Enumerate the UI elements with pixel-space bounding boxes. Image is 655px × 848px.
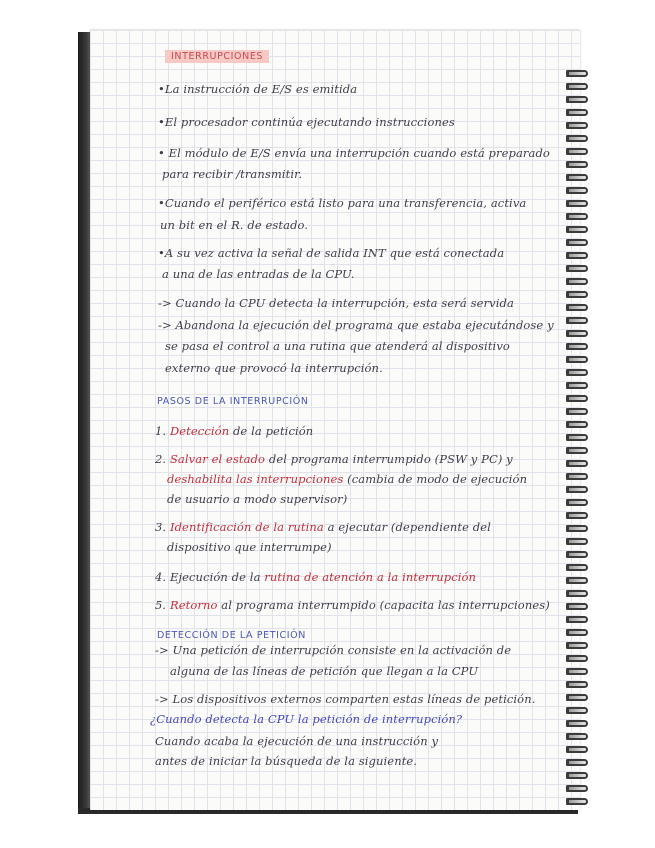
step-number: 3. [155,520,167,534]
spiral-ring [566,772,588,779]
step-4 [155,570,476,584]
note-line: se pasa el control a una rutina que atenderá al dispositivo [165,339,510,353]
spiral-ring [566,330,588,337]
spiral-ring [566,720,588,727]
spiral-ring [566,369,588,376]
step-text: de la petición [232,424,314,438]
note-line: -> Los dispositivos externos comparten estas líneas de petición. [155,692,536,706]
spiral-ring [566,538,588,545]
note-line: •A su vez activa la señal de salida INT que está conectada [158,246,505,260]
note-line: -> Una petición de interrupción consiste en la activación de [155,643,512,657]
note-line: a una de las entradas de la CPU. [162,267,355,281]
spiral-ring [566,70,588,77]
spiral-ring [566,265,588,272]
spiral-ring [566,798,588,805]
spiral-ring [566,603,588,610]
step-2-continued: de usuario a modo supervisor) [167,492,348,506]
spiral-ring [566,239,588,246]
step-highlight: Detección [169,424,230,438]
spiral-ring [566,83,588,90]
spiral-ring [566,759,588,766]
spiral-ring [566,174,588,181]
spiral-ring [566,96,588,103]
note-line: -> Abandona la ejecución del programa que estaba ejecutándose y [158,318,554,332]
spiral-binding [566,70,596,810]
spiral-ring [566,148,588,155]
spiral-ring [566,408,588,415]
spiral-ring [566,499,588,506]
step-highlight: Retorno [169,598,218,612]
step-highlight: Salvar el estado [169,452,266,466]
step-text: (cambia de modo de ejecución [347,472,528,486]
step-number: 5. [155,598,167,612]
note-line: un bit en el R. de estado. [160,218,309,232]
step-highlight: rutina de atención a la interrupción [264,570,477,584]
spiral-ring [566,694,588,701]
answer-line: antes de iniciar la búsqueda de la siguiente. [155,754,418,768]
spiral-ring [566,564,588,571]
spiral-ring [566,395,588,402]
spiral-ring [566,590,588,597]
spiral-ring [566,213,588,220]
spiral-ring [566,135,588,142]
spiral-ring [566,473,588,480]
spiral-ring [566,525,588,532]
spiral-ring [566,746,588,753]
step-number: 2. [155,452,167,466]
spiral-ring [566,577,588,584]
step-text: a ejecutar (dependiente del [327,520,491,534]
spiral-ring [566,668,588,675]
spiral-ring [566,226,588,233]
note-line: externo que provocó la interrupción. [165,361,383,375]
spiral-ring [566,460,588,467]
spiral-ring [566,278,588,285]
spiral-ring [566,421,588,428]
spiral-ring [566,187,588,194]
note-line: •Cuando el periférico está listo para una transferencia, activa [158,196,527,210]
step-highlight: Identificación de la rutina [169,520,324,534]
note-line: •La instrucción de E/S es emitida [158,82,358,96]
step-1 [155,424,313,438]
spiral-ring [566,109,588,116]
spiral-ring [566,733,588,740]
spiral-ring [566,447,588,454]
spiral-ring [566,291,588,298]
spiral-ring [566,343,588,350]
spiral-ring [566,382,588,389]
step-text: Ejecución de la [169,570,261,584]
step-text: al programa interrumpido (capacita las interrupciones) [221,598,550,612]
spiral-ring [566,304,588,311]
note-line: • El módulo de E/S envía una interrupción cuando está preparado [158,146,550,160]
spiral-ring [566,161,588,168]
step-5 [155,598,550,612]
step-3-continued: dispositivo que interrumpe) [167,540,332,554]
section-heading-detection: DETECCIÓN DE LA PETICIÓN [157,630,306,641]
step-2 [155,452,513,466]
spiral-ring [566,356,588,363]
spiral-ring [566,681,588,688]
spiral-ring [566,616,588,623]
note-line: para recibir /transmitir. [162,167,303,181]
question-line: ¿Cuando detecta la CPU la petición de interrupción? [150,712,463,726]
step-text: del programa interrumpido (PSW y PC) y [268,452,513,466]
spiral-ring [566,707,588,714]
section-heading-steps: PASOS DE LA INTERRUPCIÓN [157,396,309,407]
spiral-ring [566,200,588,207]
note-line: •El procesador continúa ejecutando instrucciones [158,115,455,129]
spiral-ring [566,486,588,493]
spiral-ring [566,252,588,259]
spiral-ring [566,655,588,662]
note-line: -> Cuando la CPU detecta la interrupción, esta será servida [158,296,514,310]
spiral-ring [566,122,588,129]
answer-line: Cuando acaba la ejecución de una instrucción y [155,734,439,748]
spiral-ring [566,785,588,792]
spiral-ring [566,629,588,636]
step-3 [155,520,491,534]
spiral-ring [566,434,588,441]
spiral-ring [566,642,588,649]
step-number: 1. [155,424,167,438]
note-line: alguna de las líneas de petición que llegan a la CPU [170,664,479,678]
spiral-ring [566,512,588,519]
spiral-ring [566,317,588,324]
page-title: INTERRUPCIONES [165,50,269,63]
spiral-ring [566,551,588,558]
step-number: 4. [155,570,167,584]
step-2-continued [167,472,527,486]
step-highlight: deshabilita las interrupciones [167,472,344,486]
